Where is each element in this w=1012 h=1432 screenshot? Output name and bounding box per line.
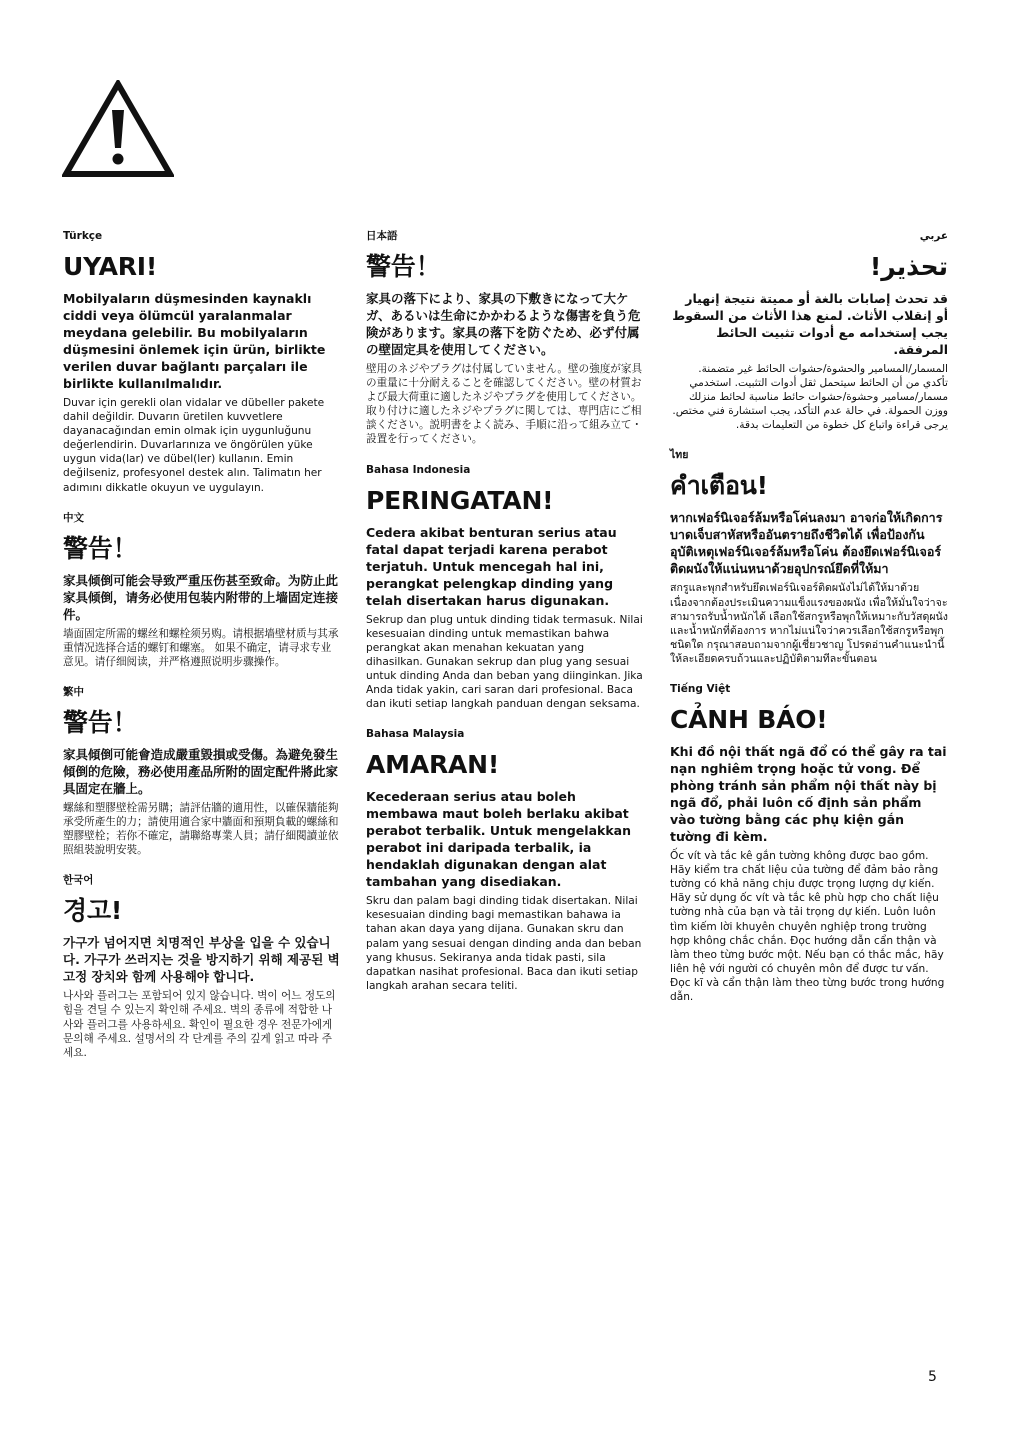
warning-lead: Khi đồ nội thất ngã đổ có thể gây ra tai nạn nghiêm trọng hoặc tử vong. Để phòng tránh sản phẩm nội thất này bị ngã đổ, phải luôn cố định sản phẩm vào tường bằng các phụ kiện gắn tường đi kèm. <box>670 744 947 845</box>
page-number: 5 <box>928 1369 937 1385</box>
warning-lead: 家具傾倒可能會造成嚴重毀損或受傷。為避免發生傾倒的危險，務必使用產品所附的固定配件將此家具固定在牆上。 <box>63 746 339 796</box>
warning-section-zh <box>63 511 341 669</box>
warning-section-tr <box>63 229 341 495</box>
language-label: Bahasa Malaysia <box>366 728 465 741</box>
warning-body: Sekrup dan plug untuk dinding tidak termasuk. Nilai kesesuaian dinding untuk memastikan bahwa perangkat akan menahan kekuatan yang dihasilkan. Gunakan sekrup dan plug yang sesuai untuk dinding Anda dan beban yang diinginkan. Jika Anda tidak yakin, cari saran dari profesional. Baca dan ikuti setiap langkah panduan dengan seksama. <box>366 613 643 711</box>
warning-lead: 家具の落下により、家具の下敷きになって大ケガ、あるいは生命にかかわるような傷害を負う危険があります。家具の落下を防ぐため、必ず付属の壁固定具を使用してください。 <box>366 291 641 357</box>
warning-title: UYARI! <box>63 252 158 281</box>
warning-title: คำเตือน! <box>670 471 768 501</box>
warning-title: CẢNH BÁO! <box>670 705 828 735</box>
warning-section-vi <box>670 682 948 1004</box>
column-middle <box>366 229 644 1009</box>
warning-section-th <box>670 448 948 666</box>
warning-body: 壁用のネジやプラグは付属していません。壁の強度が家具の重量に十分耐えることを確認してください。壁の材質および最大荷重に適したネジやプラグを使用してください。取り付けに適したネジやプラグに関しては、専門店にご相談ください。説明書をよく読み、手順に沿って組み立て・設置を行ってください。 <box>366 363 643 446</box>
warning-body: Ốc vít và tắc kê gắn tường không được bao gồm. Hãy kiểm tra chất liệu của tường để đảm bảo rằng tường có khả năng chịu được trọng lượng dự kiến. Hãy sử dụng ốc vít và tắc kê phù hợp cho chất liệu tường nhà của bạn và tải trọng dự kiến. Luôn luôn tìm kiếm lời khuyên chuyên nghiệp trong trường hợp không chắc chắn. Đọc hướng dẫn cẩn thận và làm theo từng bước một. Nếu bạn có thắc mắc, hãy liên hệ với người có chuyên môn để được tư vấn. Đọc kĩ và cẩn thận làm theo từng bước trong hướng dẫn. <box>670 850 945 1003</box>
warning-lead: 家具倾倒可能会导致严重压伤甚至致命。为防止此家具倾倒，请务必使用包装内附带的上墙固定连接件。 <box>63 572 339 622</box>
warning-section-ar <box>670 229 948 432</box>
warning-section-ja <box>366 229 644 447</box>
warning-section-zh-tw <box>63 685 341 857</box>
warning-body: المسمار/المسامير والحشوة/حشوات الحائط غير متضمنة. تأكدي من أن الحائط سيتحمل ثقل أدوات التثبيت. استخدمي مسمار/مسامير وحشوة/حشوات حائط مناسبة لحائط منزلك ووزن الحمولة. في حالة عدم التأكد، يجب استشارة فني مختص. يرجى قراءة واتباع كل خطوة من التعليمات بدقة. <box>672 363 948 432</box>
warning-body: Skru dan palam bagi dinding tidak disertakan. Nilai kesesuaian dinding bagi memastikan bahawa ia tahan akan daya yang dijana. Gunakan skru dan palam yang sesuai dengan dinding anda dan beban yang khusus. Sekiranya anda tidak pasti, sila dapatkan nasihat profesional. Baca dan ikuti setiap langkah arahan secara teliti. <box>366 895 642 992</box>
warning-lead: قد تحدث إصابات بالغة أو مميتة نتيجة إنهيار أو إنقلاب الأثاث. لمنع هذا الأثاث من السقوط يجب إستخدامه مع أدوات تثبيت الحائط المرفقة. <box>672 291 948 357</box>
language-label: 日本語 <box>366 230 398 242</box>
warning-title: AMARAN! <box>366 750 500 780</box>
column-right <box>670 229 948 1020</box>
warning-section-ms <box>366 727 644 993</box>
warning-title: 警告！ <box>63 533 138 563</box>
warning-body: 螺絲和塑膠壁栓需另購；請評估牆的適用性，以確保牆能夠承受所產生的力；請使用適合家中牆面和預期負載的螺絲和塑膠壁栓；若你不確定，請聯絡專業人員；請仔細閱讀並依照組裝說明安裝。 <box>63 801 339 857</box>
warning-title: PERINGATAN! <box>366 485 554 515</box>
warning-body: 나사와 플러그는 포함되어 있지 않습니다. 벽이 어느 정도의 힘을 견딜 수 있는지 확인해 주세요. 벽의 종류에 적합한 나사와 플러그를 사용하세요. 확인이 필요한 경우 전문가에게 문의해 주세요. 설명서의 각 단계를 주의 깊게 읽고 따라 주세요. <box>63 990 336 1059</box>
language-label: عربي <box>919 230 948 242</box>
language-label: Tiếng Việt <box>670 683 731 696</box>
warning-title: 경고! <box>63 896 123 926</box>
language-label: Bahasa Indonesia <box>366 463 471 476</box>
warning-lead: Mobilyaların düşmesinden kaynaklı ciddi veya ölümcül yaralanmalar meydana gelebilir. Bu mobilyaların düşmesini önlemek için ürün, birlikte verilen duvar bağlantı parçaları ile birlikte kullanılmalıdır. <box>63 291 326 391</box>
language-label: ไทย <box>670 449 689 462</box>
column-left <box>63 229 341 1076</box>
language-label: 中文 <box>63 511 84 524</box>
language-label: 한국어 <box>63 874 94 887</box>
warning-body: 墙面固定所需的螺丝和螺栓须另购。请根据墙壁材质与其承重情况选择合适的螺钉和螺塞。 如果不确定，请寻求专业意见。请仔细阅读，并严格遵照说明步骤操作。 <box>63 627 339 668</box>
warning-section-id <box>366 463 644 712</box>
language-label: 繁中 <box>63 685 84 698</box>
warning-lead: Cedera akibat benturan serius atau fatal dapat terjadi karena perabot terjatuh. Untuk mencegah hal ini, perangkat pelengkap dinding yang telah disertakan harus digunakan. <box>366 524 617 608</box>
warning-body: Duvar için gerekli olan vidalar ve dübeller pakete dahil değildir. Duvarın üretilen kuvvetlere dayanacağından emin olmak için uygunluğunu değerlendirin. Duvarlarınıza ve öngörülen yüke uygun vida(lar) ve dübel(ler) kullanın. Emin değilseniz, profesyonel destek alın. Talimatın her adımını dikkatle okuyun ve uygulayın. <box>63 397 325 494</box>
language-label: Türkçe <box>63 230 103 242</box>
warning-lead: 가구가 넘어지면 치명적인 부상을 입을 수 있습니다. 가구가 쓰러지는 것을 방지하기 위해 제공된 벽고정 장치와 함께 사용해야 합니다. <box>63 935 340 985</box>
warning-section-ko <box>63 873 341 1059</box>
warning-title: 警告！ <box>366 252 441 281</box>
warning-body: สกรูและพุกสำหรับยึดเฟอร์นิเจอร์ติดผนังไม่ได้ให้มาด้วย เนื่องจากต้องประเมินความแข็งแรงของผนัง เพื่อให้มั่นใจว่าจะสามารถรับน้ำหนักได้ เลือกใช้สกรูหรือพุกให้เหมาะกับวัสดุผนังและน้ำหนักที่ต้องการ หากไม่แน่ใจว่าควรเลือกใช้สกรูหรือพุกชนิดใด กรุณาสอบถามจากผู้เชี่ยวชาญ โปรดอ่านคำแนะนำนี้ให้ละเอียดครบถ้วนและปฏิบัติตามทีละขั้นตอน <box>670 582 948 665</box>
warning-lead: หากเฟอร์นิเจอร์ล้มหรือโค่นลงมา อาจก่อให้เกิดการบาดเจ็บสาหัสหรืออันตรายถึงชีวิตได้ เพื่อป้องกันอุบัติเหตุเฟอร์นิเจอร์ล้มหรือโค่น ต้องยึดเฟอร์นิเจอร์ติดผนังให้แน่นหนาด้วยอุปกรณ์ยึดที่ให้มา <box>670 510 943 577</box>
warning-title: 警告！ <box>63 707 138 737</box>
warning-title: تحذير! <box>869 252 948 281</box>
warning-triangle-icon <box>62 80 174 178</box>
warning-lead: Kecederaan serius atau boleh membawa maut boleh berlaku akibat perabot terbalik. Untuk mengelakkan perabot ini daripada terbalik, ia hendaklah digunakan dengan alat tambahan yang disediakan. <box>366 789 631 890</box>
